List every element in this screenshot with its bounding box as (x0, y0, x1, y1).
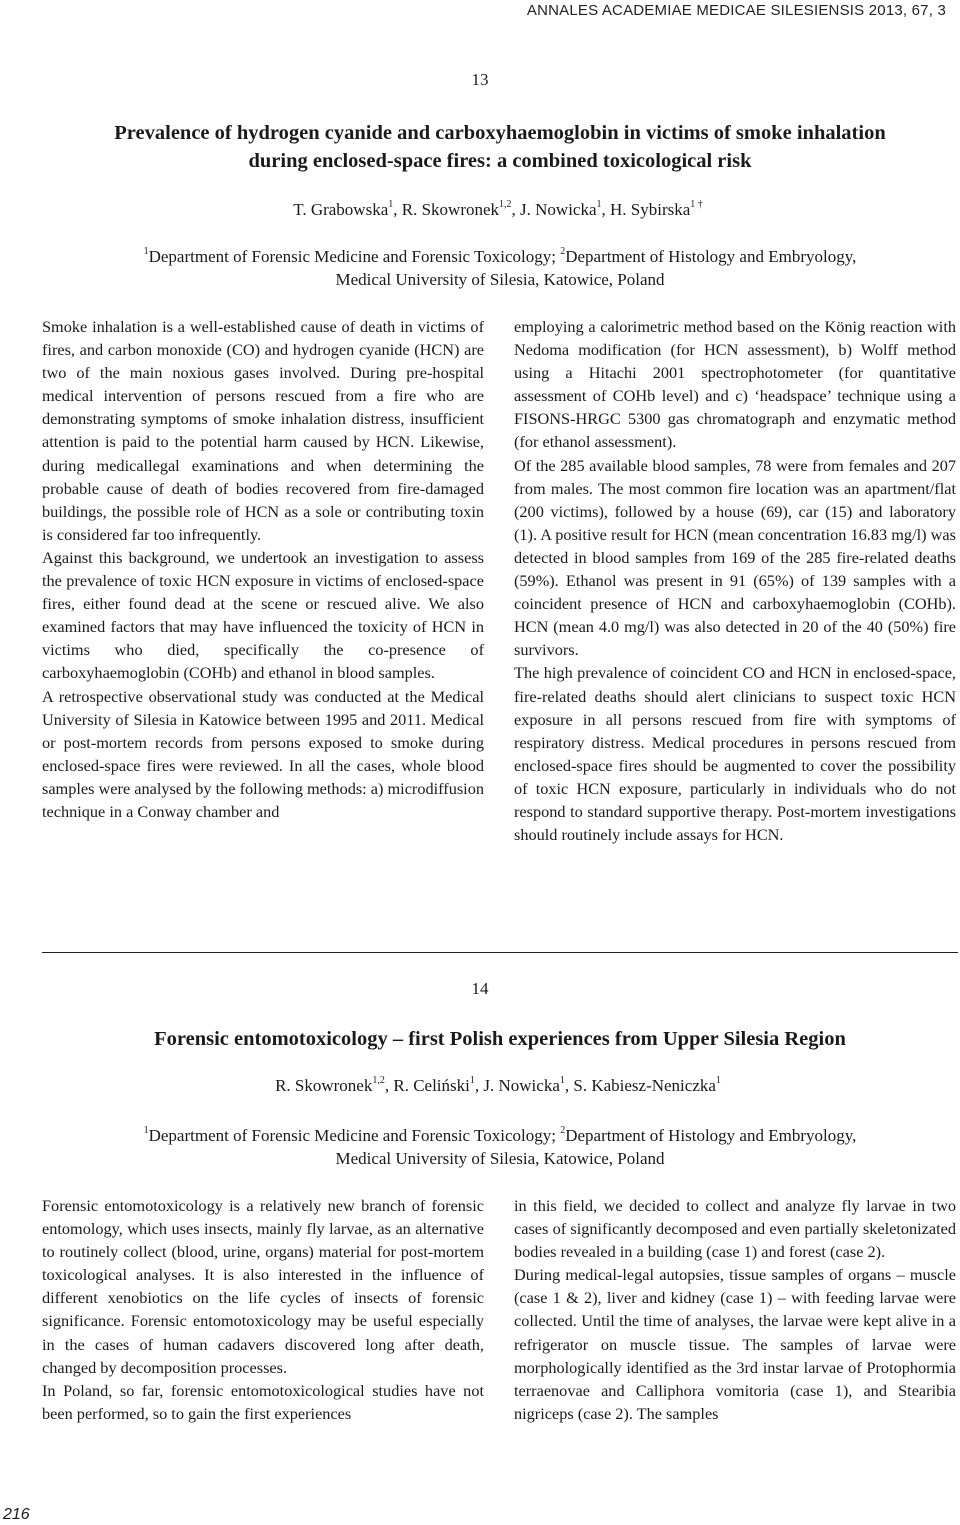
abstract-body-left (42, 1194, 484, 1425)
body-paragraph: Smoke inhalation is a well-established cause of death in victims of fires, and carbon monoxide (CO) and hydrogen cyanide (HCN) are two of the main noxious gases involved. During pre-hospital medical intervention of persons rescued from a fire who are demonstrating symptoms of smoke inhalation distress, insufficient attention is paid to the potential harm caused by HCN. Likewise, during medicallegal examinations and when determining the probable cause of death of bodies recovered from fire-damaged buildings, the possible role of HCN as a sole or contributing toxin is considered far too infrequently. (42, 317, 484, 544)
author: , R. Celiński (384, 1076, 470, 1095)
affiliation-sup: 2 (560, 1125, 566, 1137)
author-sup: 1,2 (499, 199, 512, 211)
author-sup: 1 (469, 1075, 475, 1087)
abstract-body-left (42, 315, 484, 823)
body-paragraph: Against this background, we undertook an investigation to assess the prevalence of toxic HCN exposure in victims of enclosed-space fires, either found dead at the scene or rescued alive. We also examined factors that may have influenced the toxicity of HCN in victims who died, specifically the co-presence of carboxyhaemoglobin (COHb) and ethanol in blood samples. (42, 547, 484, 683)
body-paragraph: Forensic entomotoxicology is a relatively new branch of forensic entomology, which uses insects, mainly fly larvae, as an alternative to routinely collect (blood, urine, organs) material for post-mortem toxicological analyses. It is also interested in the influence of different xenobiotics on the life cycles of insects of forensic significance. Forensic entomotoxicology may be useful especially in the cases of human cadavers discovered long after death, changed by decomposition processes. (42, 1196, 484, 1377)
affiliation-line (40, 245, 960, 268)
abstract-body-right (514, 315, 956, 846)
author-sup: 1 (388, 199, 394, 211)
affiliation-sup: 1 (143, 1125, 149, 1137)
author-list (0, 200, 960, 220)
author: , S. Kabiesz-Neniczka (564, 1076, 716, 1095)
affiliation (40, 1124, 960, 1170)
section-divider (42, 952, 958, 953)
author: T. Grabowska (293, 200, 389, 219)
author: , H. Sybirska (601, 200, 691, 219)
abstract-title: Forensic entomotoxicology – first Polish experiences from Upper Silesia Region (154, 1028, 846, 1050)
affiliation-dept: Department of Histology and Embryology, (565, 1126, 857, 1145)
affiliation-line (40, 1124, 960, 1147)
author-sup: 1 (715, 1075, 721, 1087)
journal-running-head: ANNALES ACADEMIAE MEDICAE SILESIENSIS 2013, 67, 3 (526, 2, 946, 19)
affiliation-dept: Department of Forensic Medicine and Forensic Toxicology; (148, 1126, 561, 1145)
abstract-title (40, 119, 960, 175)
body-paragraph: in this field, we decided to collect and analyze fly larvae in two cases of significantly decomposed and even partially skeletonizated bodies revealed in a building (case 1) and forest (case 2). (514, 1196, 956, 1262)
affiliation-sup: 1 (143, 246, 149, 258)
author-sup: 1 (596, 199, 602, 211)
body-paragraph: The high prevalence of coincident CO and HCN in enclosed-space, fire-related deaths should alert clinicians to suspect toxic HCN exposure in all persons rescued from fire with symptoms of respiratory distress. Medical procedures in persons rescued from enclosed-space fires should be augmented to cover the possibility of toxic HCN exposure, particularly in individuals who do not respond to standard supportive therapy. Post-mortem investigations should routinely include assays for HCN. (514, 663, 956, 845)
body-paragraph: A retrospective observational study was conducted at the Medical University of Silesia in Katowice between 1995 and 2011. Medical or post-mortem records from persons exposed to smoke during enclosed-space fires were reviewed. In all the cases, whole blood samples were analysed by the following methods: a) microdiffusion technique in a Conway chamber and (42, 686, 484, 821)
author: , J. Nowicka (474, 1076, 560, 1095)
author: , R. Skowronek (393, 200, 500, 219)
author-list (0, 1076, 960, 1096)
author-sup: 1 † (690, 199, 703, 211)
author: R. Skowronek (275, 1076, 373, 1095)
page-number: 216 (3, 1506, 30, 1523)
abstract-number: 14 (471, 979, 489, 998)
title-line: Prevalence of hydrogen cyanide and carboxyhaemoglobin in victims of smoke inhalation (114, 122, 886, 144)
affiliation-dept: Department of Forensic Medicine and Forensic Toxicology; (148, 247, 561, 266)
author-sup: 1 (559, 1075, 565, 1087)
affiliation-sup: 2 (560, 246, 566, 258)
affiliation-line: Medical University of Silesia, Katowice, Poland (335, 270, 665, 289)
affiliation (40, 245, 960, 291)
author-sup: 1,2 (372, 1075, 385, 1087)
author: , J. Nowicka (511, 200, 597, 219)
abstract-body-right (514, 1194, 956, 1425)
title-line: during enclosed-space fires: a combined toxicological risk (248, 150, 752, 172)
body-paragraph: During medical-legal autopsies, tissue samples of organs – muscle (case 1 & 2), liver and kidney (case 1) – with feeding larvae were collected. Until the time of analyses, the larvae were kept alive in a refrigerator on muscle tissue. The samples of larvae were morphologically identified as the 3rd instar larvae of Protophormia terraenovae and Calliphora vomitoria (case 1), and Stearibia nigriceps (case 2). The samples (514, 1265, 956, 1423)
affiliation-dept: Department of Histology and Embryology, (565, 247, 857, 266)
affiliation-line: Medical University of Silesia, Katowice, Poland (335, 1149, 665, 1168)
abstract-number: 13 (471, 70, 489, 89)
body-paragraph: In Poland, so far, forensic entomotoxicological studies have not been performed, so to gain the first experiences (42, 1380, 484, 1423)
body-paragraph: Of the 285 available blood samples, 78 were from females and 207 from males. The most common fire location was an apartment/flat (200 victims), followed by a house (69), car (15) and laboratory (1). A positive result for HCN (mean concentration 16.83 mg/l) was detected in blood samples from 169 of the 285 fire-related deaths (59%). Ethanol was present in 91 (65%) of 139 samples with a coincident presence of HCN and carboxyhaemoglobin (COHb). HCN (mean 4.0 mg/l) was also detected in 20 of the 40 (50%) fire survivors. (514, 455, 956, 660)
body-paragraph: employing a calorimetric method based on the König reaction with Nedoma modification (for HCN assessment), b) Wolff method using a Hitachi 2001 spectrophotometer (for quantitative assessment of COHb level) and c) ‘headspace’ technique using a FISONS-HRGC 5300 gas chromatograph and enzymatic method (for ethanol assessment). (514, 317, 956, 452)
